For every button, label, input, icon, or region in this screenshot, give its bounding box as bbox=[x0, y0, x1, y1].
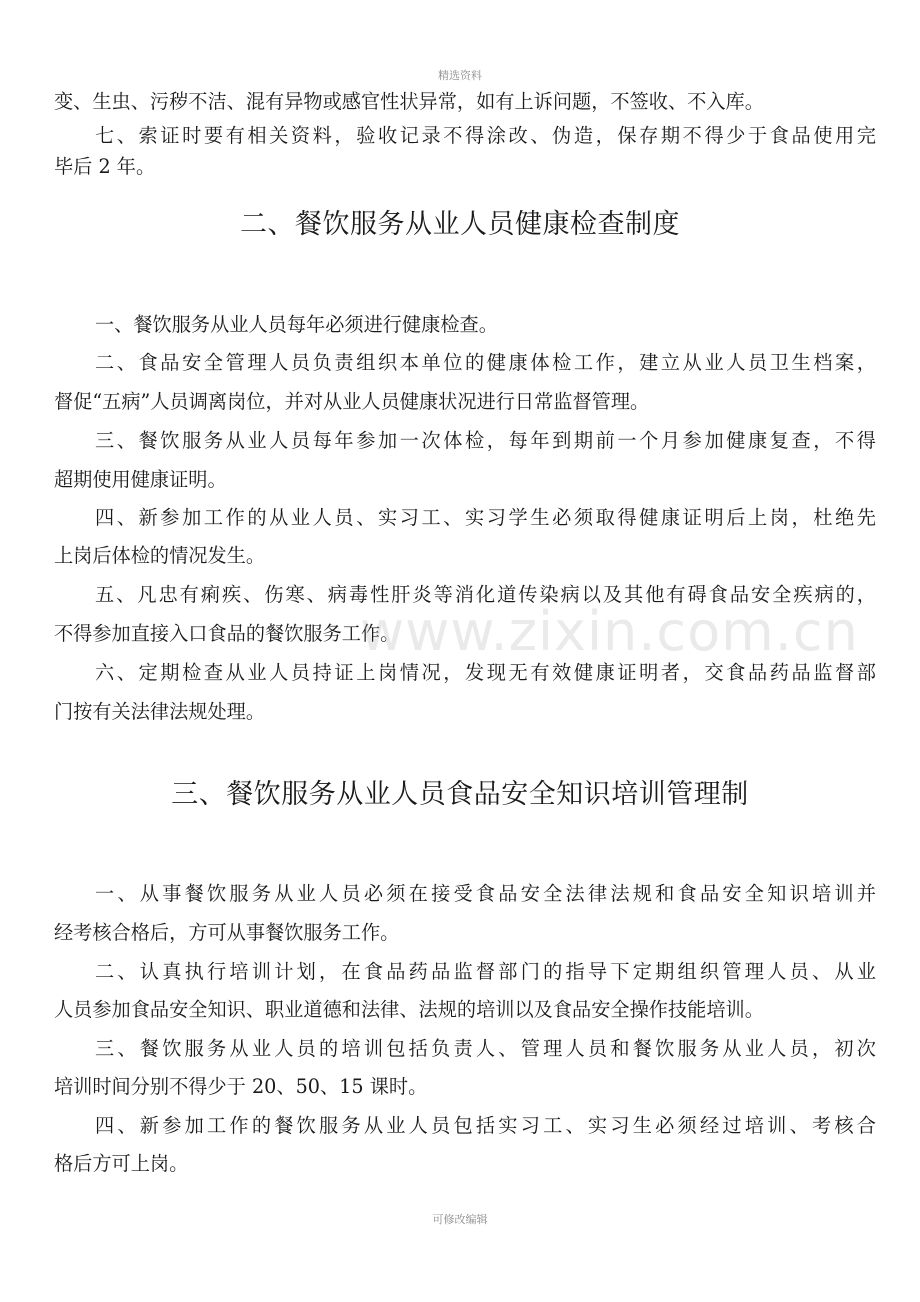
section3-item4-line2: 格后方可上岗。 bbox=[54, 1152, 189, 1175]
section2-item2-line1: 二、食品安全管理人员负责组织本单位的健康体检工作，建立从业人员卫生档案， bbox=[95, 351, 876, 374]
intro-line-continued: 变、生虫、污秽不洁、混有异物或感官性状异常，如有上诉问题，不签收、不入库。 bbox=[54, 90, 764, 113]
section2-item2-line2: 督促“五病”人员调离岗位，并对从业人员健康状况进行日常监督管理。 bbox=[54, 390, 650, 413]
section2-title: 二、餐饮服务从业人员健康检查制度 bbox=[240, 209, 680, 240]
section3-item3-line1: 三、餐饮服务从业人员的培训包括负责人、管理人员和餐饮服务从业人员，初次 bbox=[95, 1037, 876, 1060]
section2-item4-line1: 四、新参加工作的从业人员、实习工、实习学生必须取得健康证明后上岗，杜绝先 bbox=[95, 506, 876, 529]
section2-item4-line2: 上岗后体检的情况发生。 bbox=[54, 544, 266, 567]
intro-item7-line2: 毕后 2 年。 bbox=[54, 155, 156, 178]
page-header-note: 精选资料 bbox=[438, 69, 482, 82]
section3-item3-line2: 培训时间分别不得少于 20、50、15 课时。 bbox=[54, 1075, 428, 1098]
section2-item5-line1: 五、凡忠有痢疾、伤寒、病毒性肝炎等消化道传染病以及其他有碍食品安全疾病的， bbox=[95, 583, 876, 606]
section2-item6-line1: 六、定期检查从业人员持证上岗情况，发现无有效健康证明者，交食品药品监督部 bbox=[95, 661, 876, 684]
section3-title: 三、餐饮服务从业人员食品安全知识培训管理制 bbox=[171, 779, 749, 810]
section2-item3-line2: 超期使用健康证明。 bbox=[54, 468, 227, 491]
section3-item4-line1: 四、新参加工作的餐饮服务从业人员包括实习工、实习生必须经过培训、考核合 bbox=[95, 1114, 876, 1137]
section3-item2-line1: 二、认真执行培训计划，在食品药品监督部门的指导下定期组织管理人员、从业 bbox=[95, 960, 876, 983]
section3-item2-line2: 人员参加食品安全知识、职业道德和法律、法规的培训以及食品安全操作技能培训。 bbox=[54, 998, 764, 1021]
page-footer-note: 可修改编辑 bbox=[432, 1213, 488, 1226]
section2-item3-line1: 三、餐饮服务从业人员每年参加一次体检，每年到期前一个月参加健康复查，不得 bbox=[95, 429, 876, 452]
watermark-text: www.zixin.com.cn bbox=[360, 600, 859, 663]
section3-item1-line1: 一、从事餐饮服务从业人员必须在接受食品安全法律法规和食品安全知识培训并 bbox=[95, 882, 876, 905]
section2-item6-line2: 门按有关法律法规处理。 bbox=[54, 700, 266, 723]
section2-item1-line1: 一、餐饮服务从业人员每年必须进行健康检查。 bbox=[95, 313, 498, 336]
section3-item1-line2: 经考核合格后，方可从事餐饮服务工作。 bbox=[54, 921, 400, 944]
intro-item7-line1: 七、索证时要有相关资料，验收记录不得涂改、伪造，保存期不得少于食品使用完 bbox=[95, 124, 876, 147]
section2-item5-line2: 不得参加直接入口食品的餐饮服务工作。 bbox=[54, 622, 400, 645]
